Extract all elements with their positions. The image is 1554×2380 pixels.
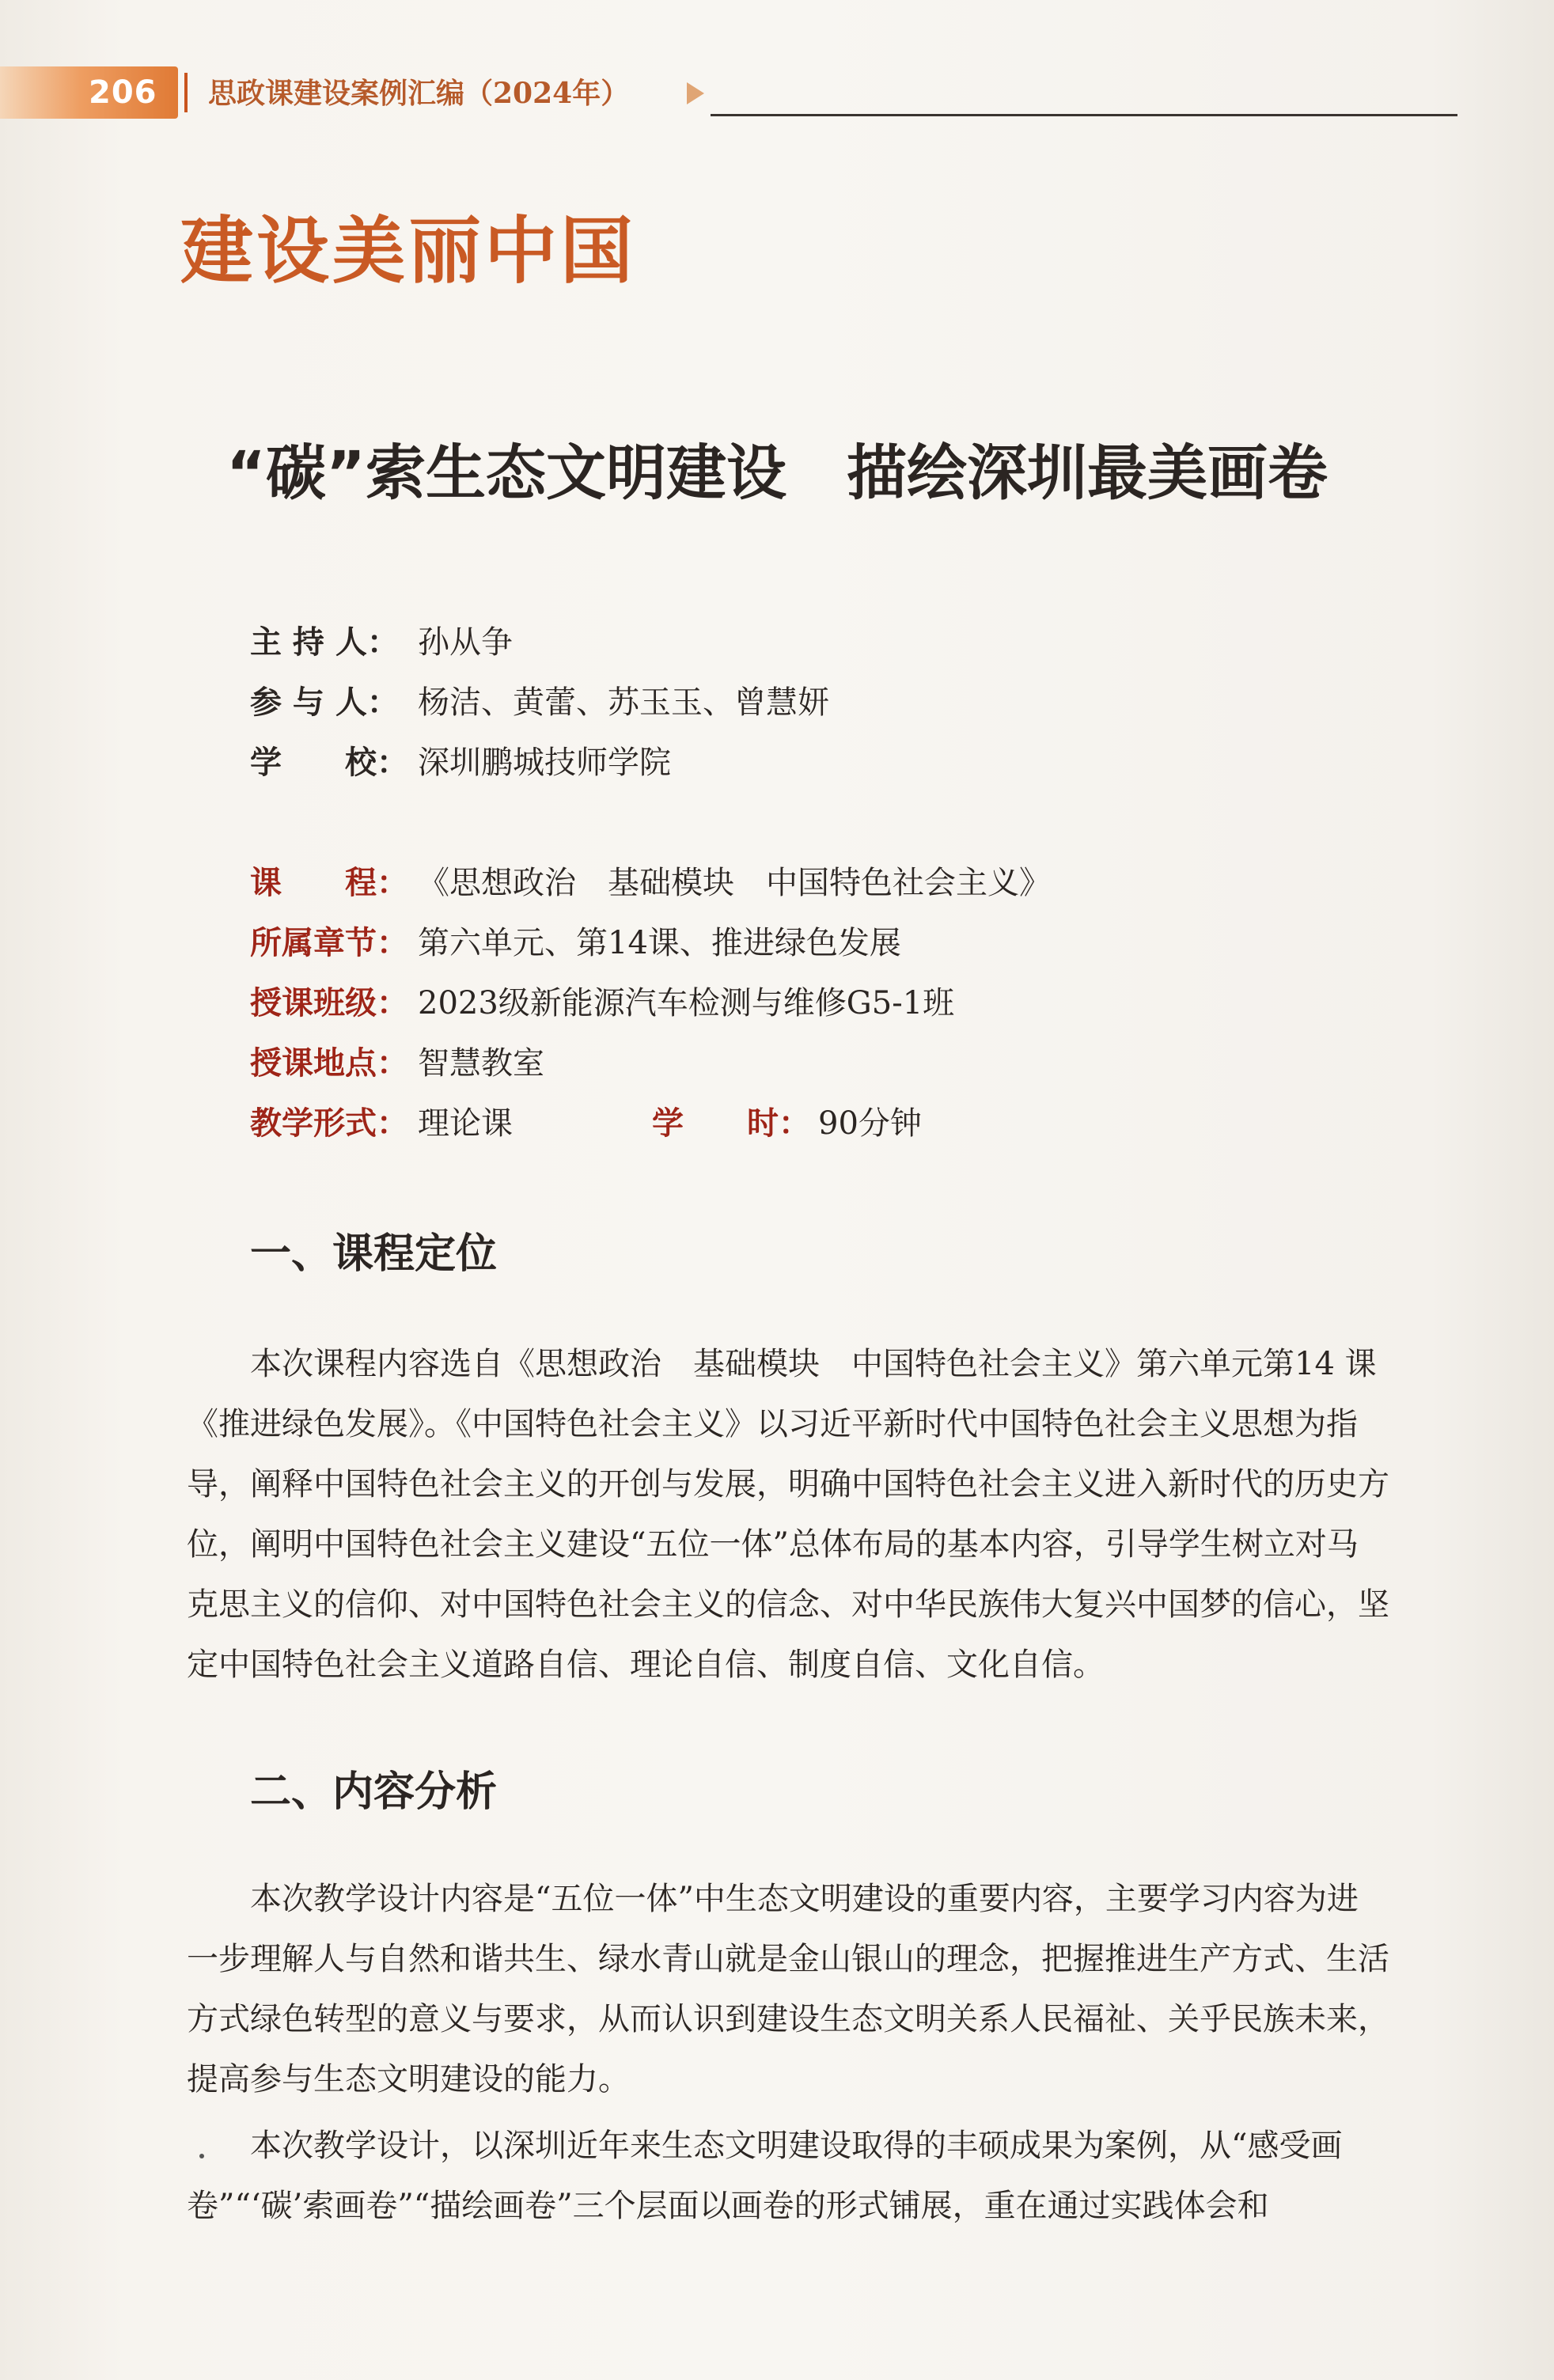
article-title: “碳”索生态文明建设 描绘深圳最美画卷	[226, 438, 1328, 508]
paragraph-line: 方式绿色转型的意义与要求，从而认识到建设生态文明关系人民福祉、关乎民族未来，	[187, 2001, 1389, 2037]
paragraph-line: 本次教学设计内容是“五位一体”中生态文明建设的重要内容，主要学习内容为进	[250, 1881, 1359, 1917]
running-header-title: 思政课建设案例汇编（2024年）	[208, 77, 630, 110]
meta-chapter	[250, 923, 901, 964]
paragraph-line: 卷”“‘碳’索画卷”“描绘画卷”三个层面以画卷的形式铺展，重在通过实践体会和	[187, 2188, 1269, 2224]
meta-value: 深圳鹏城技师学院	[418, 745, 671, 781]
meta-class	[250, 983, 954, 1024]
arrow-right-icon	[687, 82, 704, 104]
meta-value: 2023级新能源汽车检测与维修G5-1班	[418, 985, 955, 1021]
meta-value: 《思想政治 基础模块 中国特色社会主义》	[418, 865, 1051, 901]
section-heading-1: 一、课程定位	[250, 1230, 498, 1278]
paragraph-line: 一步理解人与自然和谐共生、绿水青山就是金山银山的理念，把握推进生产方式、生活	[187, 1941, 1389, 1977]
meta-value: 杨洁、黄蕾、苏玉玉、曾慧妍	[418, 684, 829, 721]
page-number: 206	[89, 74, 157, 111]
meta-course	[250, 862, 1051, 904]
meta-value: 第六单元、第14课、推进绿色发展	[418, 925, 901, 961]
paragraph-line: 提高参与生态文明建设的能力。	[187, 2061, 630, 2098]
header-divider	[184, 73, 188, 112]
meta-label: 授课班级：	[250, 984, 408, 1021]
section-heading-2: 二、内容分析	[250, 1768, 498, 1816]
meta-value: 90分钟	[818, 1105, 922, 1142]
stray-dot	[199, 2154, 204, 2158]
meta-location	[250, 1043, 544, 1084]
paragraph-line: 定中国特色社会主义道路自信、理论自信、制度自信、文化自信。	[187, 1647, 1105, 1683]
meta-label: 授课地点：	[250, 1044, 408, 1082]
meta-label: 主 持 人：	[250, 623, 399, 661]
meta-label: 学 校：	[250, 744, 408, 781]
meta-label: 参 与 人：	[250, 684, 399, 721]
paragraph-line: 本次教学设计，以深圳近年来生态文明建设取得的丰硕成果为案例，从“感受画	[250, 2128, 1343, 2164]
paragraph-line: 本次课程内容选自《思想政治 基础模块 中国特色社会主义》第六单元第14 课	[250, 1346, 1377, 1382]
meta-value: 理论课	[418, 1105, 513, 1142]
meta-label: 教学形式：	[250, 1105, 408, 1142]
paragraph-line: 《推进绿色发展》。《中国特色社会主义》以习近平新时代中国特色社会主义思想为指	[187, 1406, 1358, 1442]
meta-school	[250, 742, 671, 783]
meta-value: 智慧教室	[418, 1045, 544, 1082]
paragraph-line: 克思主义的信仰、对中国特色社会主义的信念、对中华民族伟大复兴中国梦的信心，坚	[187, 1586, 1389, 1623]
meta-participants	[250, 682, 829, 723]
meta-label: 所属章节：	[250, 924, 408, 961]
meta-label: 课 程：	[250, 864, 408, 901]
meta-label: 学 时：	[652, 1105, 810, 1142]
meta-value: 孙从争	[418, 624, 513, 661]
header-rule	[711, 114, 1457, 116]
paragraph-line: 导，阐释中国特色社会主义的开创与发展，明确中国特色社会主义进入新时代的历史方	[187, 1466, 1389, 1503]
meta-form-hours	[250, 1103, 922, 1144]
meta-host	[250, 622, 513, 663]
paragraph-line: 位，阐明中国特色社会主义建设“五位一体”总体布局的基本内容，引导学生树立对马	[187, 1526, 1359, 1563]
section-title: 建设美丽中国	[180, 208, 637, 294]
